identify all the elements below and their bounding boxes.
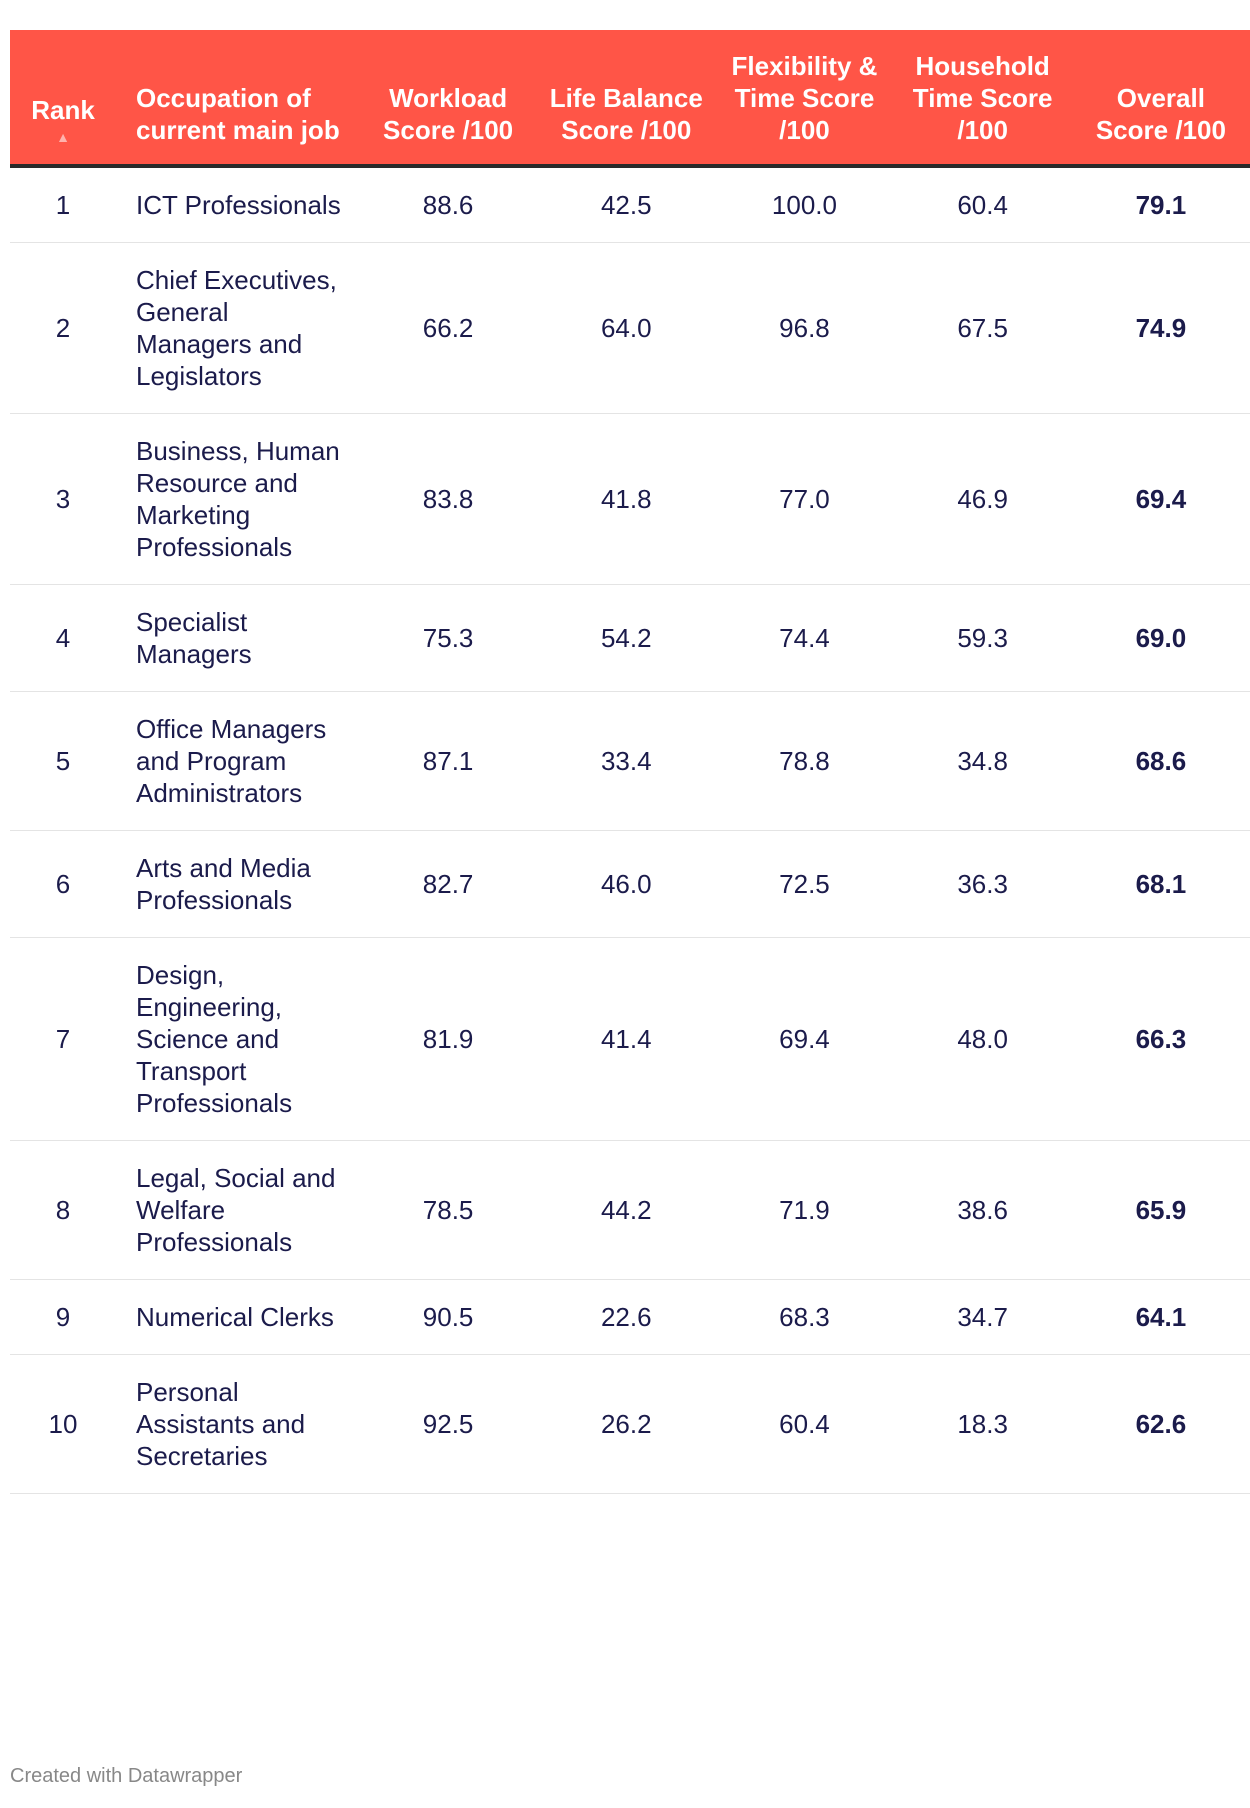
credit-footer: Created with Datawrapper [10, 1765, 243, 1787]
cell-occupation: Legal, Social and Welfare Professionals [116, 1141, 359, 1280]
table-row [10, 1355, 1250, 1494]
table-row [10, 831, 1250, 938]
column-header-label: Household Time Score /100 [912, 51, 1053, 145]
cell-life-balance: 44.2 [537, 1141, 715, 1280]
table-body [10, 166, 1250, 1494]
table-row [10, 166, 1250, 243]
column-header-occupation[interactable] [116, 30, 359, 166]
column-header-label: Rank [31, 95, 95, 125]
cell-life-balance: 33.4 [537, 692, 715, 831]
cell-household: 36.3 [894, 831, 1072, 938]
cell-household: 18.3 [894, 1355, 1072, 1494]
cell-rank: 4 [10, 585, 116, 692]
cell-overall: 68.1 [1072, 831, 1250, 938]
cell-overall: 62.6 [1072, 1355, 1250, 1494]
cell-rank: 8 [10, 1141, 116, 1280]
cell-workload: 78.5 [359, 1141, 537, 1280]
cell-life-balance: 42.5 [537, 166, 715, 243]
table-row [10, 938, 1250, 1141]
column-header-label: Overall Score /100 [1095, 83, 1226, 145]
cell-overall: 65.9 [1072, 1141, 1250, 1280]
column-header-label: Life Balance Score /100 [549, 83, 703, 145]
column-header-label: Flexibility & Time Score /100 [731, 51, 878, 145]
table-row [10, 1280, 1250, 1355]
cell-overall: 74.9 [1072, 243, 1250, 414]
cell-flexibility: 69.4 [715, 938, 893, 1141]
cell-overall: 64.1 [1072, 1280, 1250, 1355]
cell-household: 67.5 [894, 243, 1072, 414]
cell-workload: 66.2 [359, 243, 537, 414]
cell-workload: 88.6 [359, 166, 537, 243]
cell-life-balance: 41.8 [537, 414, 715, 585]
cell-life-balance: 46.0 [537, 831, 715, 938]
table-row [10, 692, 1250, 831]
column-header-label: Workload Score /100 [383, 83, 514, 145]
cell-household: 34.8 [894, 692, 1072, 831]
cell-overall: 69.0 [1072, 585, 1250, 692]
cell-workload: 87.1 [359, 692, 537, 831]
cell-household: 48.0 [894, 938, 1072, 1141]
cell-rank: 5 [10, 692, 116, 831]
cell-flexibility: 60.4 [715, 1355, 893, 1494]
cell-occupation: Office Managers and Program Administrators [116, 692, 359, 831]
cell-workload: 92.5 [359, 1355, 537, 1494]
cell-flexibility: 72.5 [715, 831, 893, 938]
cell-occupation: ICT Professionals [116, 166, 359, 243]
cell-flexibility: 100.0 [715, 166, 893, 243]
cell-occupation: Business, Human Resource and Marketing Professionals [116, 414, 359, 585]
cell-household: 46.9 [894, 414, 1072, 585]
cell-workload: 90.5 [359, 1280, 537, 1355]
cell-workload: 81.9 [359, 938, 537, 1141]
cell-life-balance: 64.0 [537, 243, 715, 414]
table-container [10, 30, 1226, 1710]
cell-occupation: Specialist Managers [116, 585, 359, 692]
column-header-overall[interactable] [1072, 30, 1250, 166]
cell-rank: 3 [10, 414, 116, 585]
cell-life-balance: 22.6 [537, 1280, 715, 1355]
cell-household: 60.4 [894, 166, 1072, 243]
cell-overall: 79.1 [1072, 166, 1250, 243]
cell-rank: 9 [10, 1280, 116, 1355]
cell-flexibility: 68.3 [715, 1280, 893, 1355]
sort-ascending-icon: ▲ [56, 129, 70, 145]
cell-overall: 69.4 [1072, 414, 1250, 585]
cell-household: 34.7 [894, 1280, 1072, 1355]
column-header-workload[interactable] [359, 30, 537, 166]
cell-flexibility: 71.9 [715, 1141, 893, 1280]
cell-life-balance: 41.4 [537, 938, 715, 1141]
cell-overall: 66.3 [1072, 938, 1250, 1141]
table-row [10, 243, 1250, 414]
cell-flexibility: 96.8 [715, 243, 893, 414]
column-header-life-balance[interactable] [537, 30, 715, 166]
header-row [10, 30, 1250, 166]
cell-workload: 83.8 [359, 414, 537, 585]
column-header-rank[interactable] [10, 30, 116, 166]
cell-rank: 2 [10, 243, 116, 414]
cell-flexibility: 74.4 [715, 585, 893, 692]
table-row [10, 1141, 1250, 1280]
cell-household: 38.6 [894, 1141, 1072, 1280]
table-row [10, 585, 1250, 692]
table-row [10, 414, 1250, 585]
cell-rank: 10 [10, 1355, 116, 1494]
cell-occupation: Chief Executives, General Managers and Legislators [116, 243, 359, 414]
cell-occupation: Design, Engineering, Science and Transport Professionals [116, 938, 359, 1141]
column-header-household[interactable] [894, 30, 1072, 166]
cell-occupation: Personal Assistants and Secretaries [116, 1355, 359, 1494]
column-header-label: Occupation of current main job [136, 83, 340, 145]
cell-occupation: Arts and Media Professionals [116, 831, 359, 938]
cell-flexibility: 77.0 [715, 414, 893, 585]
cell-rank: 7 [10, 938, 116, 1141]
cell-occupation: Numerical Clerks [116, 1280, 359, 1355]
cell-flexibility: 78.8 [715, 692, 893, 831]
column-header-flexibility[interactable] [715, 30, 893, 166]
cell-rank: 6 [10, 831, 116, 938]
cell-life-balance: 54.2 [537, 585, 715, 692]
cell-workload: 82.7 [359, 831, 537, 938]
cell-household: 59.3 [894, 585, 1072, 692]
cell-overall: 68.6 [1072, 692, 1250, 831]
cell-life-balance: 26.2 [537, 1355, 715, 1494]
cell-rank: 1 [10, 166, 116, 243]
cell-workload: 75.3 [359, 585, 537, 692]
data-table [10, 30, 1250, 1494]
